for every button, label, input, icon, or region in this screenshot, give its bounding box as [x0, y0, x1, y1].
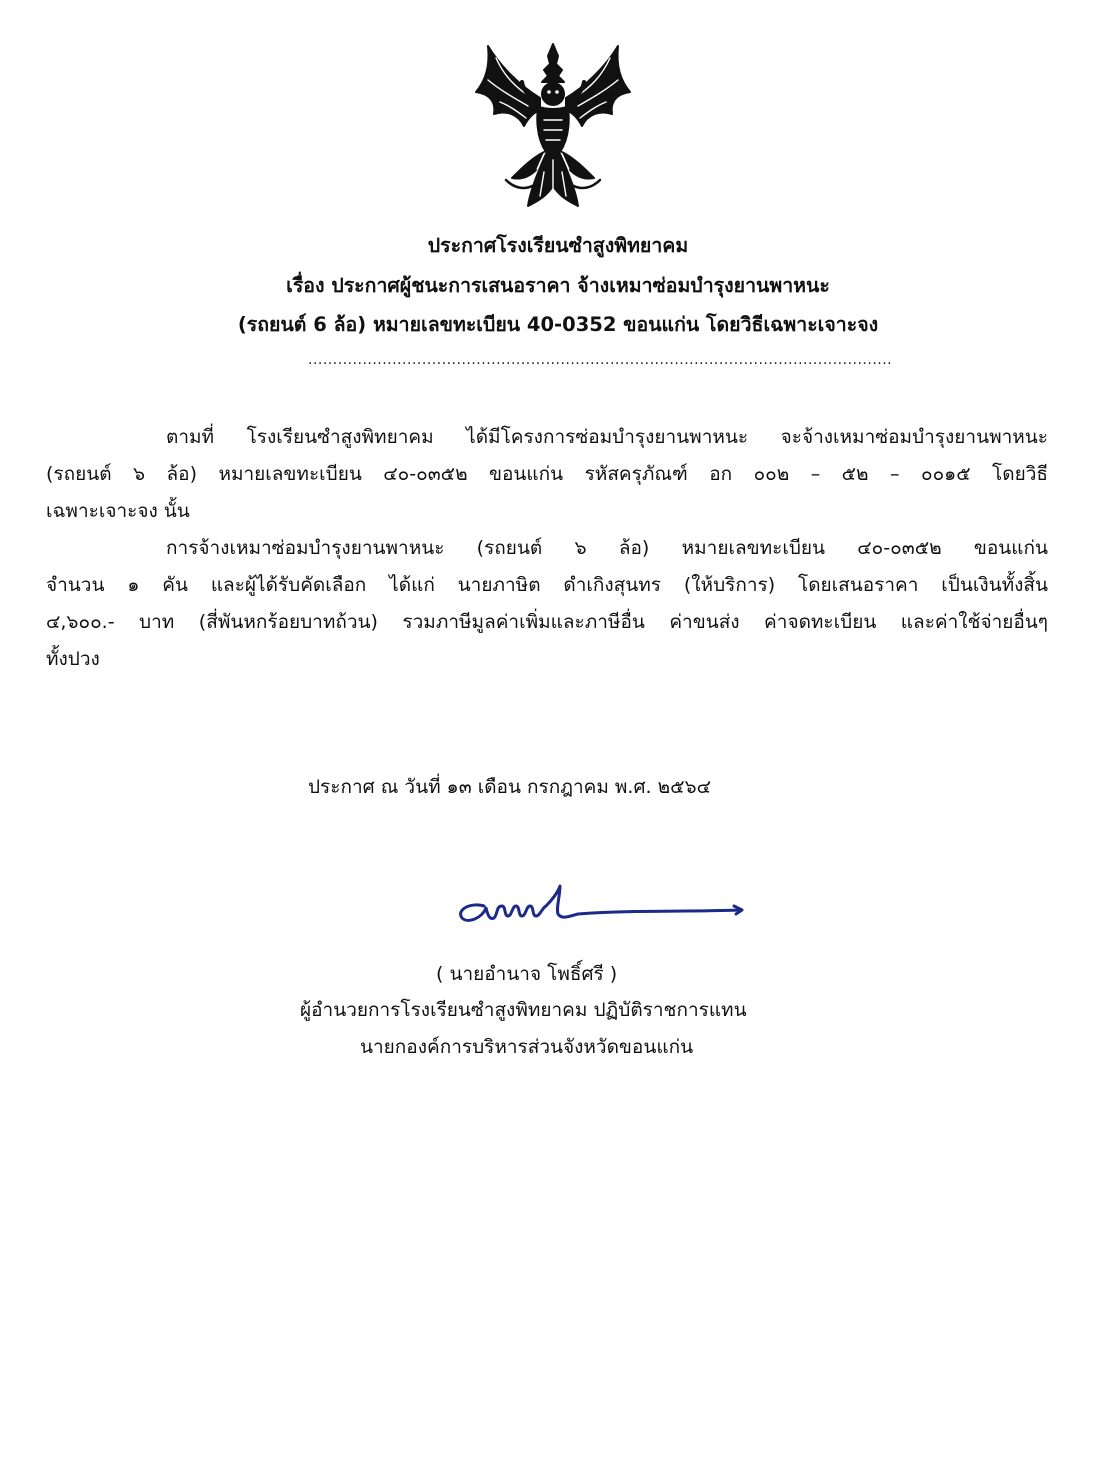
handwritten-signature-icon — [448, 880, 748, 930]
signatory-position-line-2: นายกองค์การบริหารส่วนจังหวัดขอนแก่น — [360, 1036, 694, 1058]
paragraph-1-line-2: (รถยนต์ ๖ ล้อ) หมายเลขทะเบียน ๔๐-๐๓๕๒ ขอนแก่น รหัสครุภัณฑ์ อก ๐๐๒ – ๕๒ – ๐๐๑๕ โดยวิธี — [46, 463, 1048, 485]
announcement-date: ประกาศ ณ วันที่ ๑๓ เดือน กรกฎาคม พ.ศ. ๒๕๖๔ — [308, 776, 711, 798]
paragraph-2-line-4: ทั้งปวง — [46, 648, 100, 670]
garuda-emblem-icon — [466, 36, 640, 212]
announcement-title: ประกาศโรงเรียนซำสูงพิทยาคม — [427, 234, 689, 257]
paragraph-2-line-2: จำนวน ๑ คัน และผู้ได้รับคัดเลือก ได้แก่ นายภาษิต ดำเกิงสุนทร (ให้บริการ) โดยเสนอราคา เป็นเงินทั้งสิ้น — [46, 574, 1048, 596]
paragraph-1-line-1: ตามที่ โรงเรียนซำสูงพิทยาคม ได้มีโครงการซ่อมบำรุงยานพาหนะ จะจ้างเหมาซ่อมบำรุงยานพาหนะ — [166, 426, 1048, 448]
signatory-name: ( นายอำนาจ โพธิ์ศรี ) — [436, 963, 618, 985]
paragraph-2-line-1: การจ้างเหมาซ่อมบำรุงยานพาหนะ (รถยนต์ ๖ ล้อ) หมายเลขทะเบียน ๔๐-๐๓๕๒ ขอนแก่น — [166, 537, 1048, 559]
signatory-position-line-1: ผู้อำนวยการโรงเรียนซำสูงพิทยาคม ปฏิบัติราชการแทน — [300, 999, 747, 1021]
title-divider: ...................................................................................................................... — [308, 352, 893, 368]
paragraph-1-line-3: เฉพาะเจาะจง นั้น — [46, 500, 190, 522]
announcement-subject-detail: (รถยนต์ 6 ล้อ) หมายเลขทะเบียน 40-0352 ขอนแก่น โดยวิธีเฉพาะเจาะจง — [237, 313, 879, 336]
announcement-subject: เรื่อง ประกาศผู้ชนะการเสนอราคา จ้างเหมาซ่อมบำรุงยานพาหนะ — [286, 274, 830, 297]
paragraph-2-line-3: ๔,๖๐๐.- บาท (สี่พันหกร้อยบาทถ้วน) รวมภาษีมูลค่าเพิ่มและภาษีอื่น ค่าขนส่ง ค่าจดทะเบียน และค่าใช้จ่ายอื่นๆ — [46, 611, 1048, 633]
